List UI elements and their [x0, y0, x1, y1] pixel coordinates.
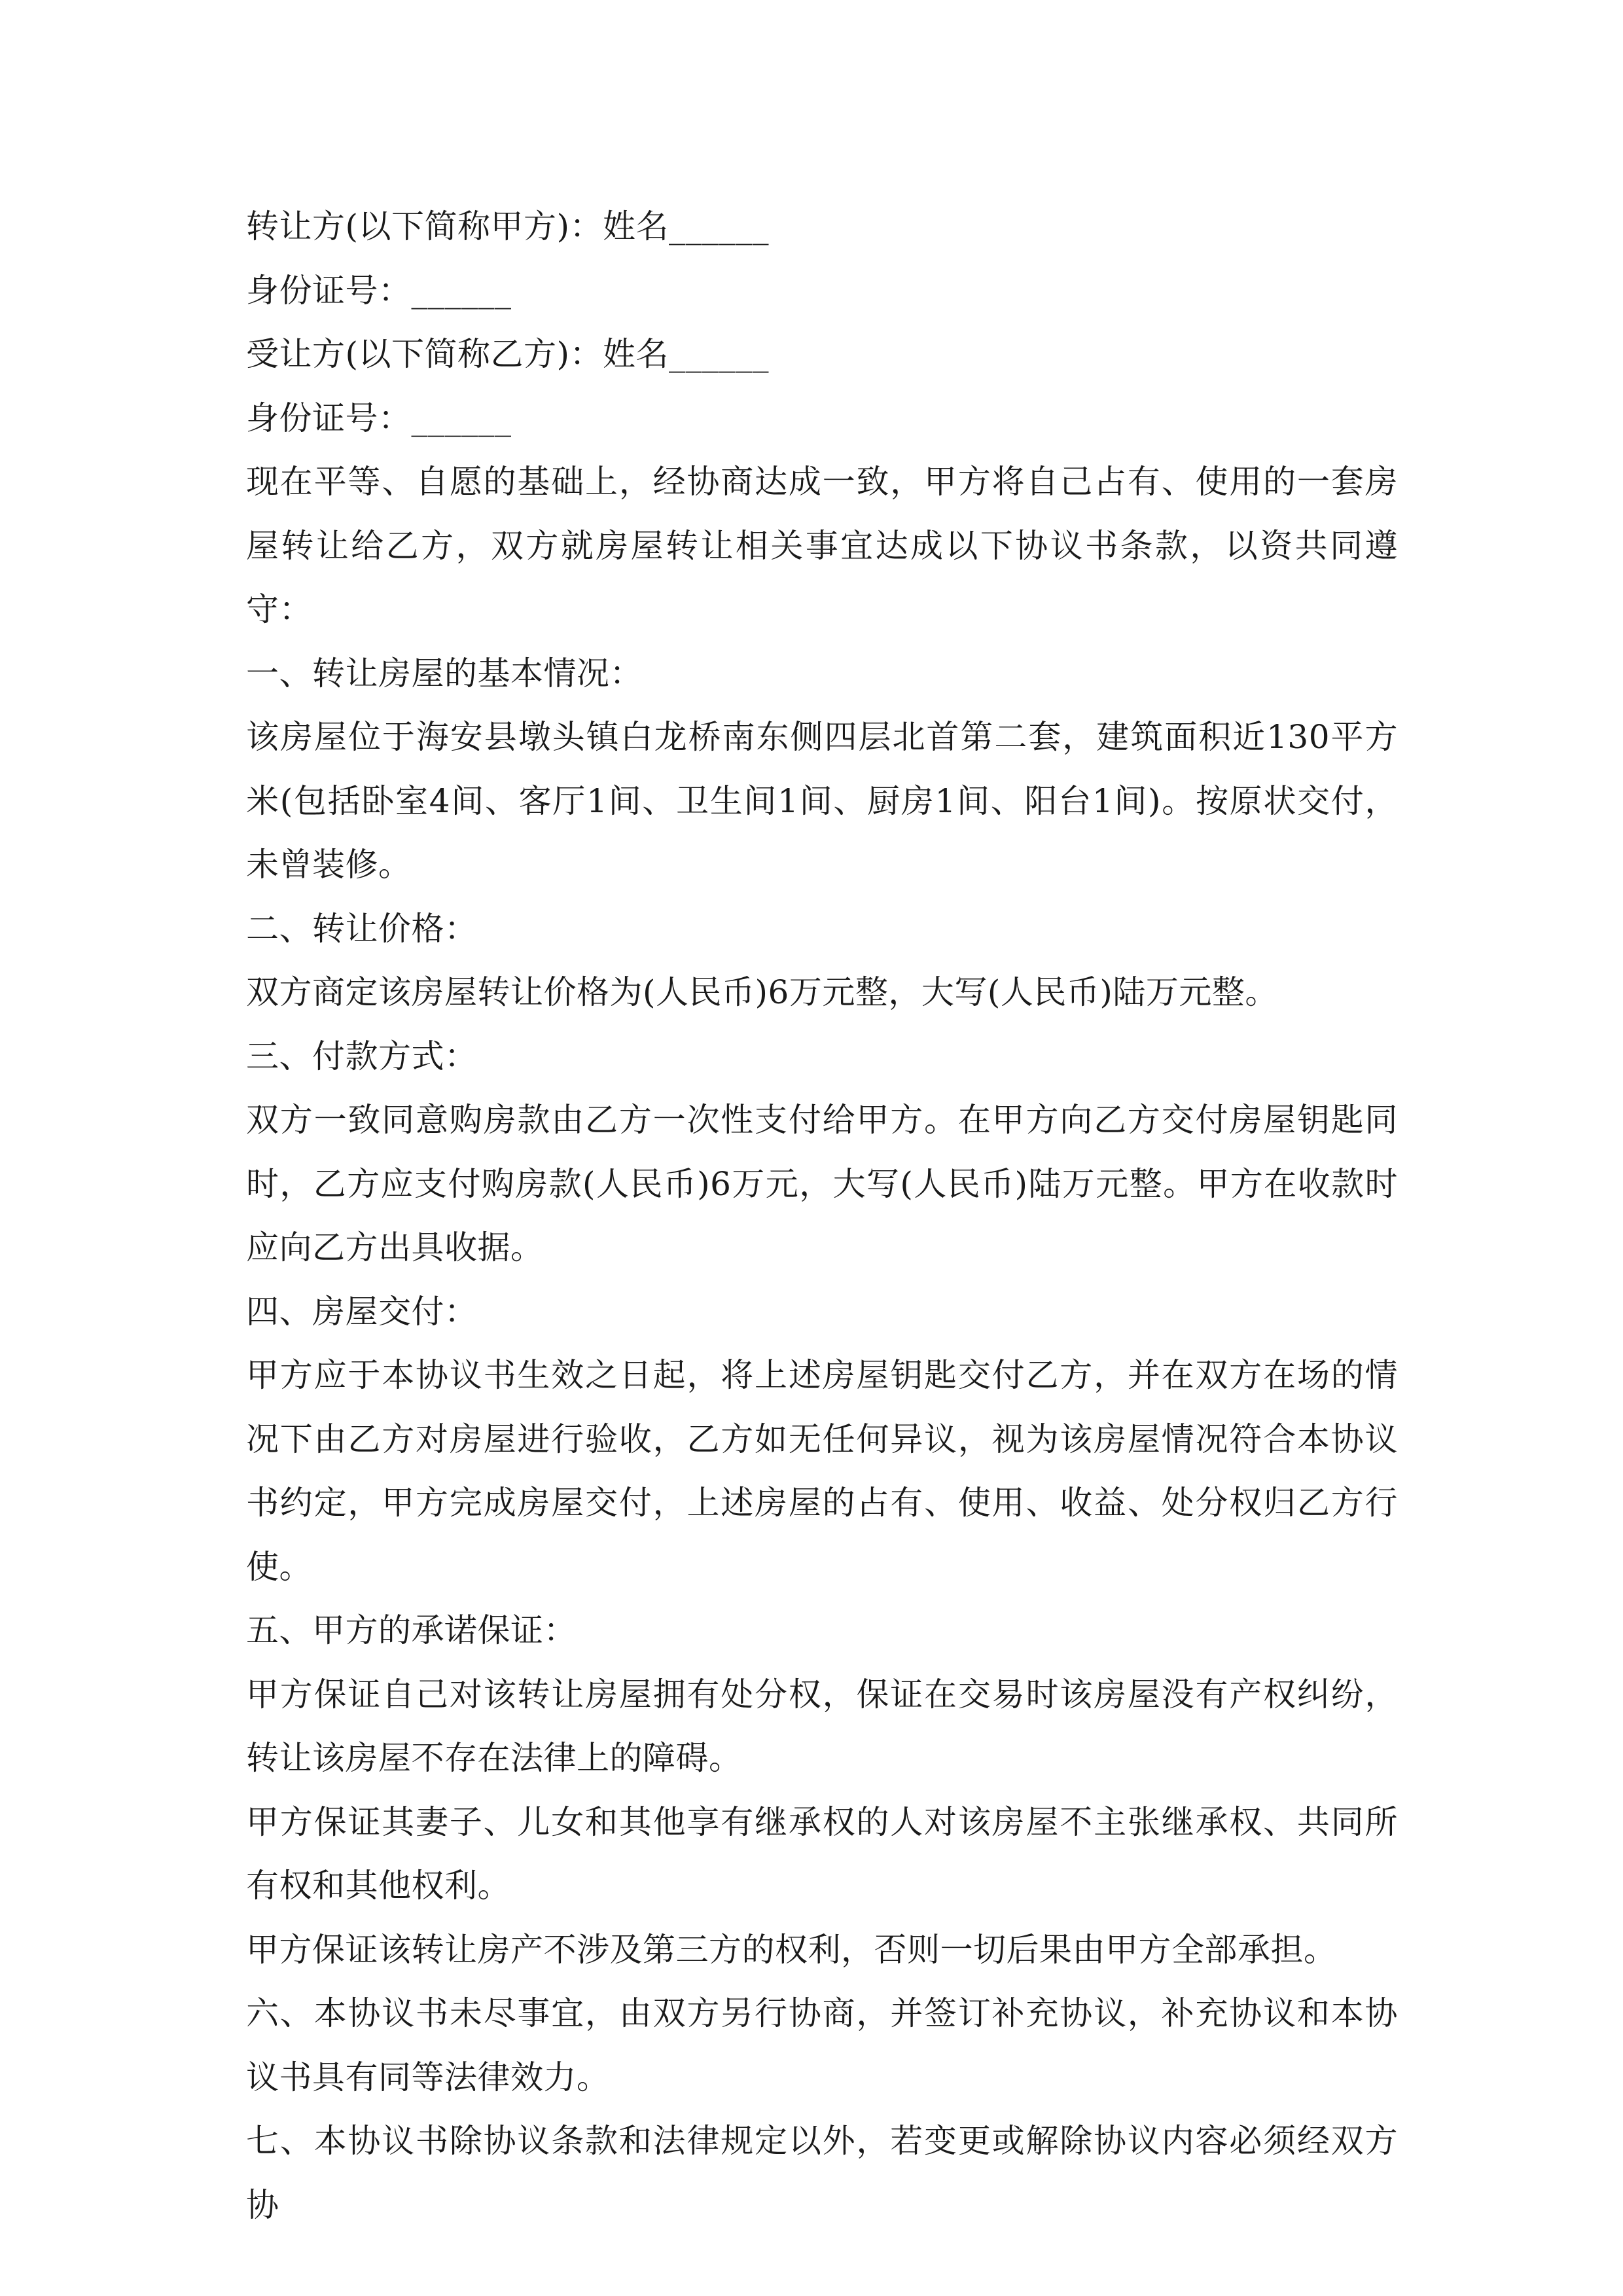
- section-heading-5: 五、甲方的承诺保证：: [246, 1611, 577, 1649]
- section-body-4: 甲方应于本协议书生效之日起，将上述房屋钥匙交付乙方，并在双方在场的情况下由乙方对房屋进行验收，乙方如无任何异议，视为该房屋情况符合本协议书约定，甲方完成房屋交付，上述房屋的占有、使用、收益、处分权归乙方行使。: [246, 1356, 1398, 1586]
- transferee-name-line: 受让方(以下简称乙方)：姓名______: [246, 335, 770, 373]
- section-body-5b: 甲方保证其妻子、儿女和其他享有继承权的人对该房屋不主张继承权、共同所有权和其他权利。: [246, 1803, 1398, 1905]
- section-heading-3: 三、付款方式：: [246, 1037, 478, 1075]
- section-6: 六、本协议书未尽事宜，由双方另行协商，并签订补充协议，补充协议和本协议书具有同等法律效力。: [246, 1994, 1398, 2096]
- section-7: 七、本协议书除协议条款和法律规定以外，若变更或解除协议内容必须经双方协: [246, 2122, 1398, 2224]
- preamble-paragraph: 现在平等、自愿的基础上，经协商达成一致，甲方将自己占有、使用的一套房屋转让给乙方，双方就房屋转让相关事宜达成以下协议书条款，以资共同遵守：: [246, 463, 1398, 628]
- section-heading-1: 一、转让房屋的基本情况：: [246, 654, 643, 692]
- section-body-1: 该房屋位于海安县墩头镇白龙桥南东侧四层北首第二套，建筑面积近130平方米(包括卧室4间、客厅1间、卫生间1间、厨房1间、阳台1间)。按原状交付，未曾装修。: [246, 718, 1398, 884]
- section-heading-2: 二、转让价格：: [246, 909, 478, 948]
- section-body-2: 双方商定该房屋转让价格为(人民币)6万元整，大写(人民币)陆万元整。: [246, 973, 1278, 1011]
- section-heading-4: 四、房屋交付：: [246, 1292, 478, 1331]
- transferor-name-line: 转让方(以下简称甲方)：姓名______: [246, 207, 770, 245]
- transferee-id-line: 身份证号：______: [246, 399, 512, 437]
- section-body-5c: 甲方保证该转让房产不涉及第三方的权利，否则一切后果由甲方全部承担。: [246, 1930, 1337, 1969]
- section-body-3: 双方一致同意购房款由乙方一次性支付给甲方。在甲方向乙方交付房屋钥匙同时，乙方应支付购房款(人民币)6万元，大写(人民币)陆万元整。甲方在收款时应向乙方出具收据。: [246, 1101, 1398, 1266]
- transferor-id-line: 身份证号：______: [246, 271, 512, 310]
- section-body-5a: 甲方保证自己对该转让房屋拥有处分权，保证在交易时该房屋没有产权纠纷，转让该房屋不存在法律上的障碍。: [246, 1675, 1398, 1777]
- document-body: [246, 195, 1398, 2237]
